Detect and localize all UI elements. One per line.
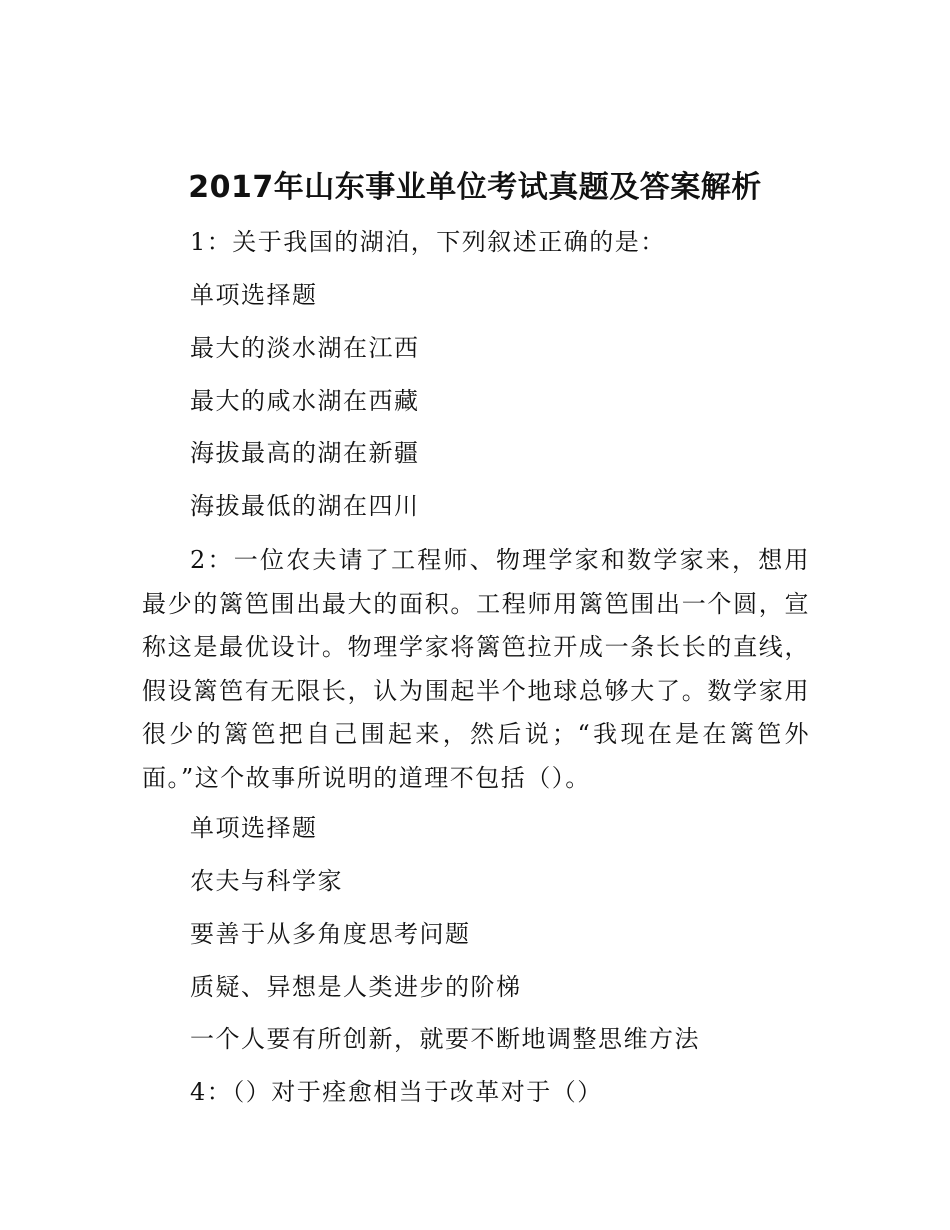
question-1-option-d: 海拔最低的湖在四川 [190, 492, 420, 520]
question-2-option-d: 一个人要有所创新，就要不断地调整思维方法 [190, 1025, 700, 1053]
question-1-option-b: 最大的咸水湖在西藏 [190, 387, 420, 415]
question-1-option-a: 最大的淡水湖在江西 [190, 334, 420, 362]
question-1-option-c: 海拔最高的湖在新疆 [190, 439, 420, 467]
question-2-option-a: 农夫与科学家 [190, 867, 343, 895]
question-1-text: 1：关于我国的湖泊，下列叙述正确的是： [190, 228, 666, 256]
question-2-option-c: 质疑、异想是人类进步的阶梯 [190, 973, 522, 1001]
question-2-option-b: 要善于从多角度思考问题 [190, 920, 471, 948]
question-2-text: 2：一位农夫请了工程师、物理学家和数学家来，想用最少的篱笆围出最大的面积。工程师用篱笆围出一个圆，宣称这是最优设计。物理学家将篱笆拉开成一条长长的直线，假设篱笆有无限长，认为围起半个地球总够大了。数学家用很少的篱笆把自己围起来，然后说；“我现在是在篱笆外面。”这个故事所说明的道理不包括（）。 [142, 546, 810, 792]
question-1-type: 单项选择题 [190, 281, 318, 309]
question-2-type: 单项选择题 [190, 814, 318, 842]
question-4-text: 4：（）对于痊愈相当于改革对于（） [190, 1078, 603, 1106]
page-title: 2017年山东事业单位考试真题及答案解析 [188, 170, 762, 205]
